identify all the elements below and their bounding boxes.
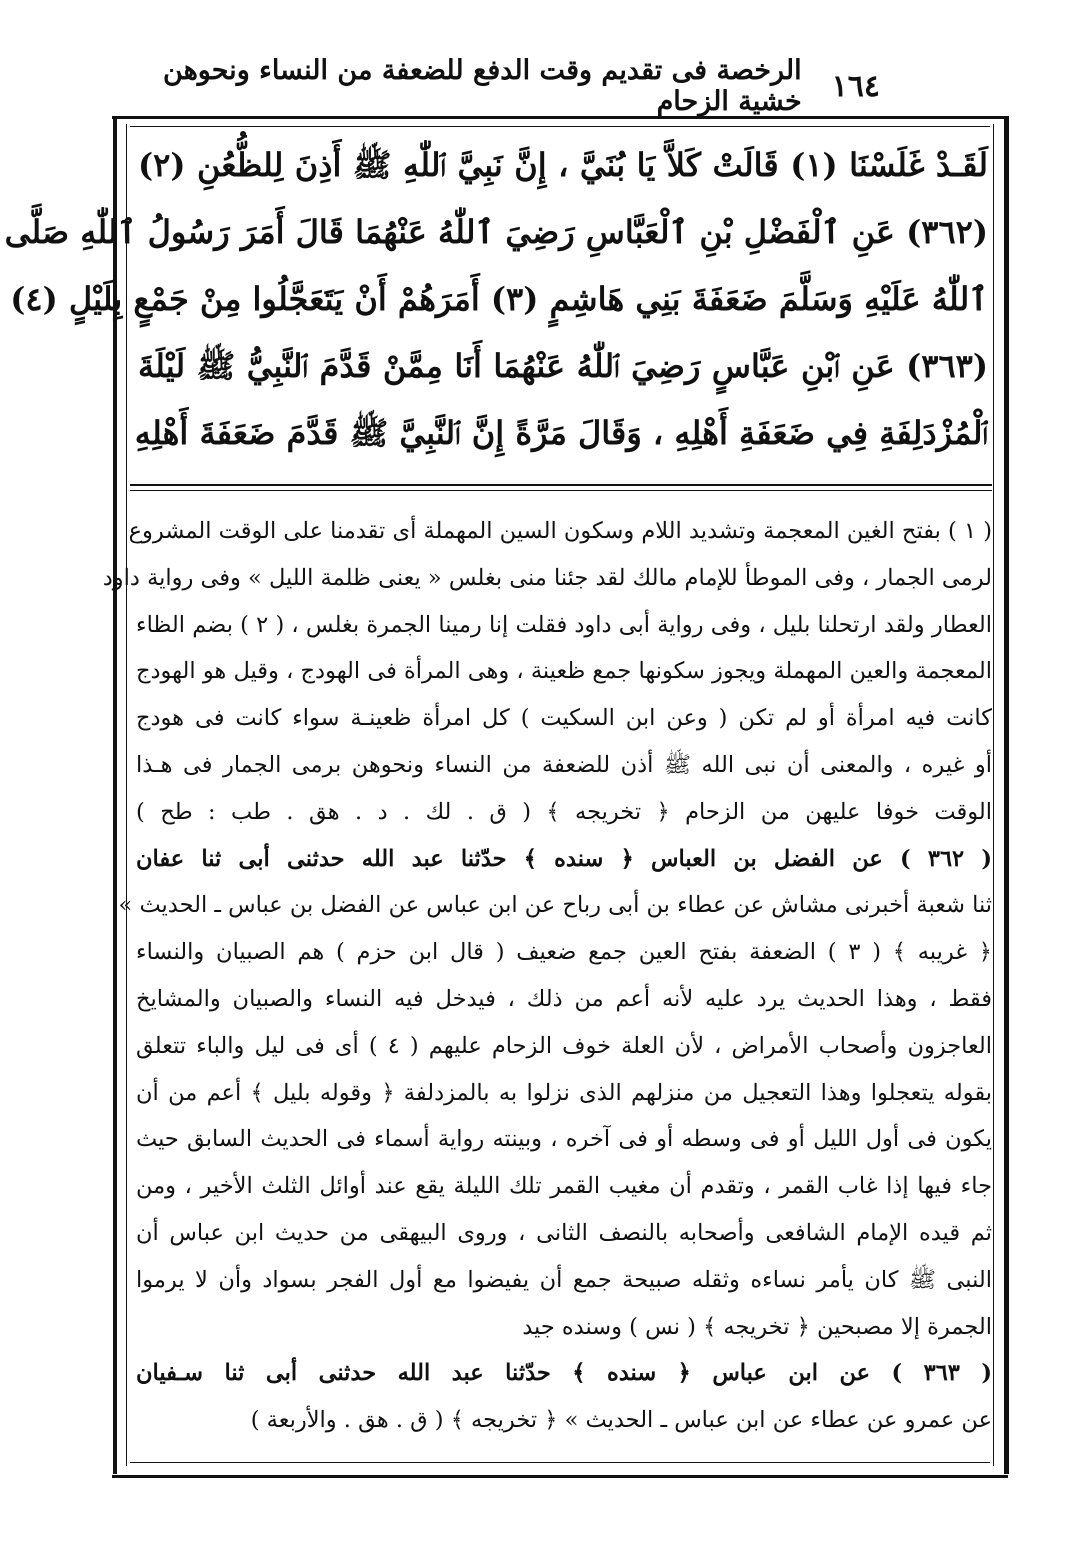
footnote-line: ثم قيده الإمام الشافعى وأصحابه بالنصف الثانى ، وروى البيهقى من حديث ابن عباس أن — [136, 1219, 992, 1246]
footnote-line: بقوله يتعجلوا وهذا التعجيل من منزلهم الذى نزلوا به بالمزدلفة ﴿ وقوله بليل ﴾ أعم من أن — [136, 1079, 992, 1106]
hadith-text — [4, 133, 989, 468]
footnote-line: ثنا شعبة أخبرنى مشاش عن عطاء بن أبى رباح عن ابن عباس عن الفضل بن عباس ـ الحديث » — [118, 892, 992, 919]
footnotes — [102, 508, 992, 1444]
hadith-line: ٱلْمُزْدَلِفَةِ فِي ضَعَفَةِ أَهْلِهِ ، وَقَالَ مَرَّةً إِنَّ ٱلنَّبِيَّ ﷺ قَدَّمَ ضَعَفَةَ أَهْلِهِ — [134, 414, 988, 452]
footnote-line: كانت فيه امرأة أو لم تكن ( وعن ابن السكيت ) كل امرأة ظعينـة سواء كانت فى هودج — [136, 705, 992, 732]
hadith-line: (٣٦٢) عَنِ ٱلْفَضْلِ بْنِ ٱلْعَبَّاسِ رَضِيَ ٱللّٰهُ عَنْهُمَا قَالَ أَمَرَ رَسُولُ ٱللّٰهِ صَلَّى — [4, 213, 988, 251]
hadith-line: ٱللّٰهُ عَلَيْهِ وَسَلَّمَ ضَعَفَةَ بَنِي هَاشِمٍ (٣) أَمَرَهُمْ أَنْ يَتَعَجَّلُوا مِنْ جَمْعٍ بِلَيْلٍ (٤) — [10, 280, 988, 318]
hadith-line: (٣٦٣) عَنِ ٱبْنِ عَبَّاسٍ رَضِيَ ٱللّٰهُ عَنْهُمَا أَنَا مِمَّنْ قَدَّمَ ٱلنَّبِيُّ ﷺ لَيْلَةَ — [138, 347, 988, 385]
footnote-line: ( ٣٦٣ ) عن ابن عباس ﴿ سنده ﴾ حدّثنا عبد الله حدثنى أبى ثنا سـفيان — [136, 1360, 992, 1387]
running-title: الرخصة فى تقديم وقت الدفع للضعفة من النساء ونحوهن خشية الزحام — [163, 55, 802, 117]
frame-inner-rule-bottom — [130, 1462, 990, 1463]
page-number: ١٦٤ — [831, 68, 880, 104]
footnote-line: الجمرة إلا مصبحين ﴿ تخريجه ﴾ ( نس ) وسنده جيد — [522, 1313, 992, 1340]
footnote-line: ( ١ ) بفتح الغين المعجمة وتشديد اللام وسكون السين المهملة أى تقدمنا على الوقت المشروع — [128, 518, 992, 544]
footnote-line: لرمى الجمار ، وفى الموطأ للإمام مالك لقد جئنا منى بغلس « يعنى ظلمة الليل » وفى رواية داود — [102, 564, 992, 591]
frame-right-inner-border — [993, 124, 994, 1466]
footnote-line: المعجمة والعين المهملة ويجوز سكونها جمع ظعينة ، وهى المرأة فى الهودج ، وقيل هو الهودج — [136, 658, 992, 685]
footnote-line: النبى ﷺ كان يأمر نساءه وثقله صبيحة جمع أن يفيضوا مع أول الفجر بسواد وأن لا يرموا — [136, 1266, 992, 1293]
footnote-line: يكون فى أول الليل أو فى وسطه أو فى آخره ، وبينته رواية أسماء فى الحديث السابق حيث — [136, 1126, 992, 1153]
hadith-line: لَقَـدْ غَلَسْنَا (١) قَالَتْ كَلاَّ يَا بُنَيَّ ، إِنَّ نَبِيَّ ٱللّٰهِ ﷺ أَذِنَ لِلظُّعُنِ (٢) — [138, 146, 989, 184]
footnote-line: ﴿ غريبه ﴾ ( ٣ ) الضعفة بفتح العين جمع ضعيف ( قال ابن حزم ) هم الصبيان والنساء — [136, 939, 992, 966]
section-divider — [130, 484, 992, 486]
section-divider-thin — [130, 490, 992, 491]
footnote-line: فقط ، وهذا الحديث يرد عليه لأنه أعم من ذلك ، فيدخل فيه النساء والصبيان والمشايخ — [136, 985, 992, 1012]
footnote-line: ( ٣٦٢ ) عن الفضل بن العباس ﴿ سنده ﴾ حدّثنا عبد الله حدثنى أبى ثنا عفان — [136, 845, 992, 872]
footnote-line: جاء فيها إذا غاب القمر ، وتقدم أن مغيب القمر تلك الليلة يقع عند أوائل الثلث الأخير ، ومن — [136, 1173, 992, 1200]
footnote-line: الوقت خوفا عليهن من الزحام ﴿ تخريجه ﴾ ( ق . لك . د . هق . طب : طح ) — [136, 798, 992, 825]
footnote-line: عن عمرو عن عطاء عن ابن عباس ـ الحديث » ﴿ تخريجه ﴾ ( ق . هق . والأربعة ) — [250, 1407, 992, 1434]
footnote-line: أو غيره ، والمعنى أن نبى الله ﷺ أذن للضعفة من النساء ونحوهن برمى الجمار فى هـذا — [136, 751, 992, 778]
footnote-line: العاجزون وأصحاب الأمراض ، لأن العلة خوف الزحام عليهم ( ٤ ) أى فى ليل والباء تتعلق — [136, 1032, 992, 1059]
frame-inner-rule-top — [130, 126, 990, 127]
footnote-line: العطار ولقد ارتحلنا بليل ، وفى رواية أبى داود فقلت إنا رمينا الجمرة بغلس ، ( ٢ ) بضم الظاء — [136, 611, 992, 638]
page-header — [160, 55, 880, 117]
frame-right-border — [1004, 116, 1009, 1474]
